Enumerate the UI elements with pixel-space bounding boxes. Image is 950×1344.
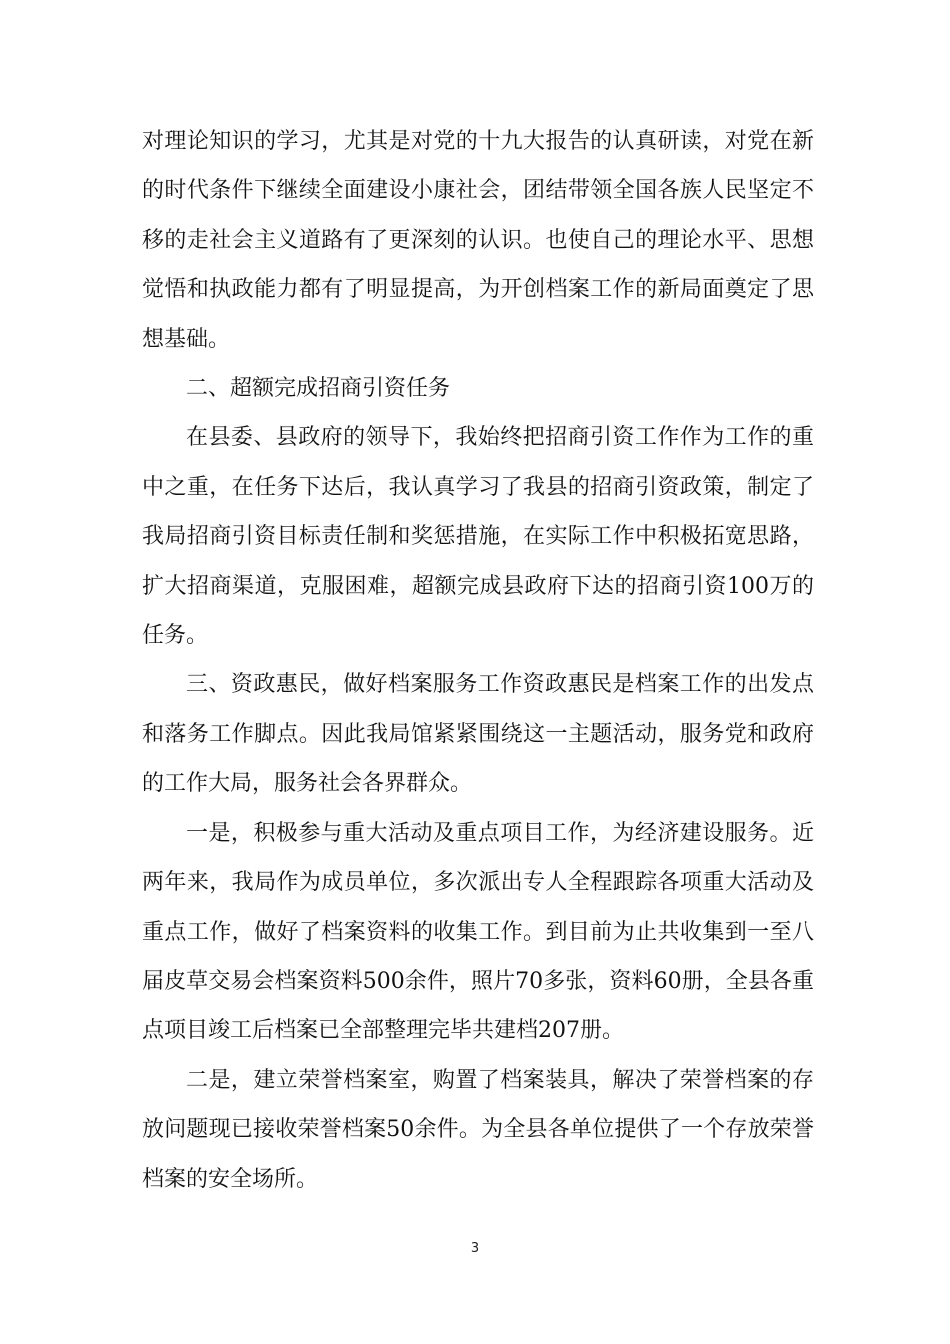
paragraph-continued: 对理论知识的学习，尤其是对党的十九大报告的认真研读，对党在新的时代条件下继续全面建设小康社会，团结带领全国各族人民坚定不移的走社会主义道路有了更深刻的认识。也使自己的理论水平、思想觉悟和执政能力都有了明显提高，为开创档案工作的新局面奠定了思想基础。	[142, 129, 814, 352]
paragraph-investment: 在县委、县政府的领导下，我始终把招商引资工作作为工作的重中之重，在任务下达后，我认真学习了我县的招商引资政策，制定了我局招商引资目标责任制和奖惩措施，在实际工作中积极拓宽思路，扩大招商渠道，克服困难，超额完成县政府下达的招商引资100万的任务。	[142, 425, 814, 649]
paragraph-first-point: 一是，积极参与重大活动及重点项目工作，为经济建设服务。近两年来，我局作为成员单位，多次派出专人全程跟踪各项重大活动及重点工作，做好了档案资料的收集工作。到目前为止共收集到一至八届皮草交易会档案资料500余件，照片70多张，资料60册，全县各重点项目竣工后档案已全部整理完毕共建档207册。	[142, 820, 814, 1044]
section-heading-service: 三、资政惠民，做好档案服务工作资政惠民是档案工作的出发点和落务工作脚点。因此我局馆紧紧围绕这一主题活动，服务党和政府的工作大局，服务社会各界群众。	[142, 672, 814, 797]
page-number: 3	[470, 1241, 480, 1256]
section-heading-investment: 二、超额完成招商引资任务	[186, 376, 451, 402]
paragraph-second-point: 二是，建立荣誉档案室，购置了档案装具，解决了荣誉档案的存放问题现已接收荣誉档案50余件。为全县各单位提供了一个存放荣誉档案的安全场所。	[142, 1067, 814, 1192]
page-body	[142, 117, 814, 1204]
